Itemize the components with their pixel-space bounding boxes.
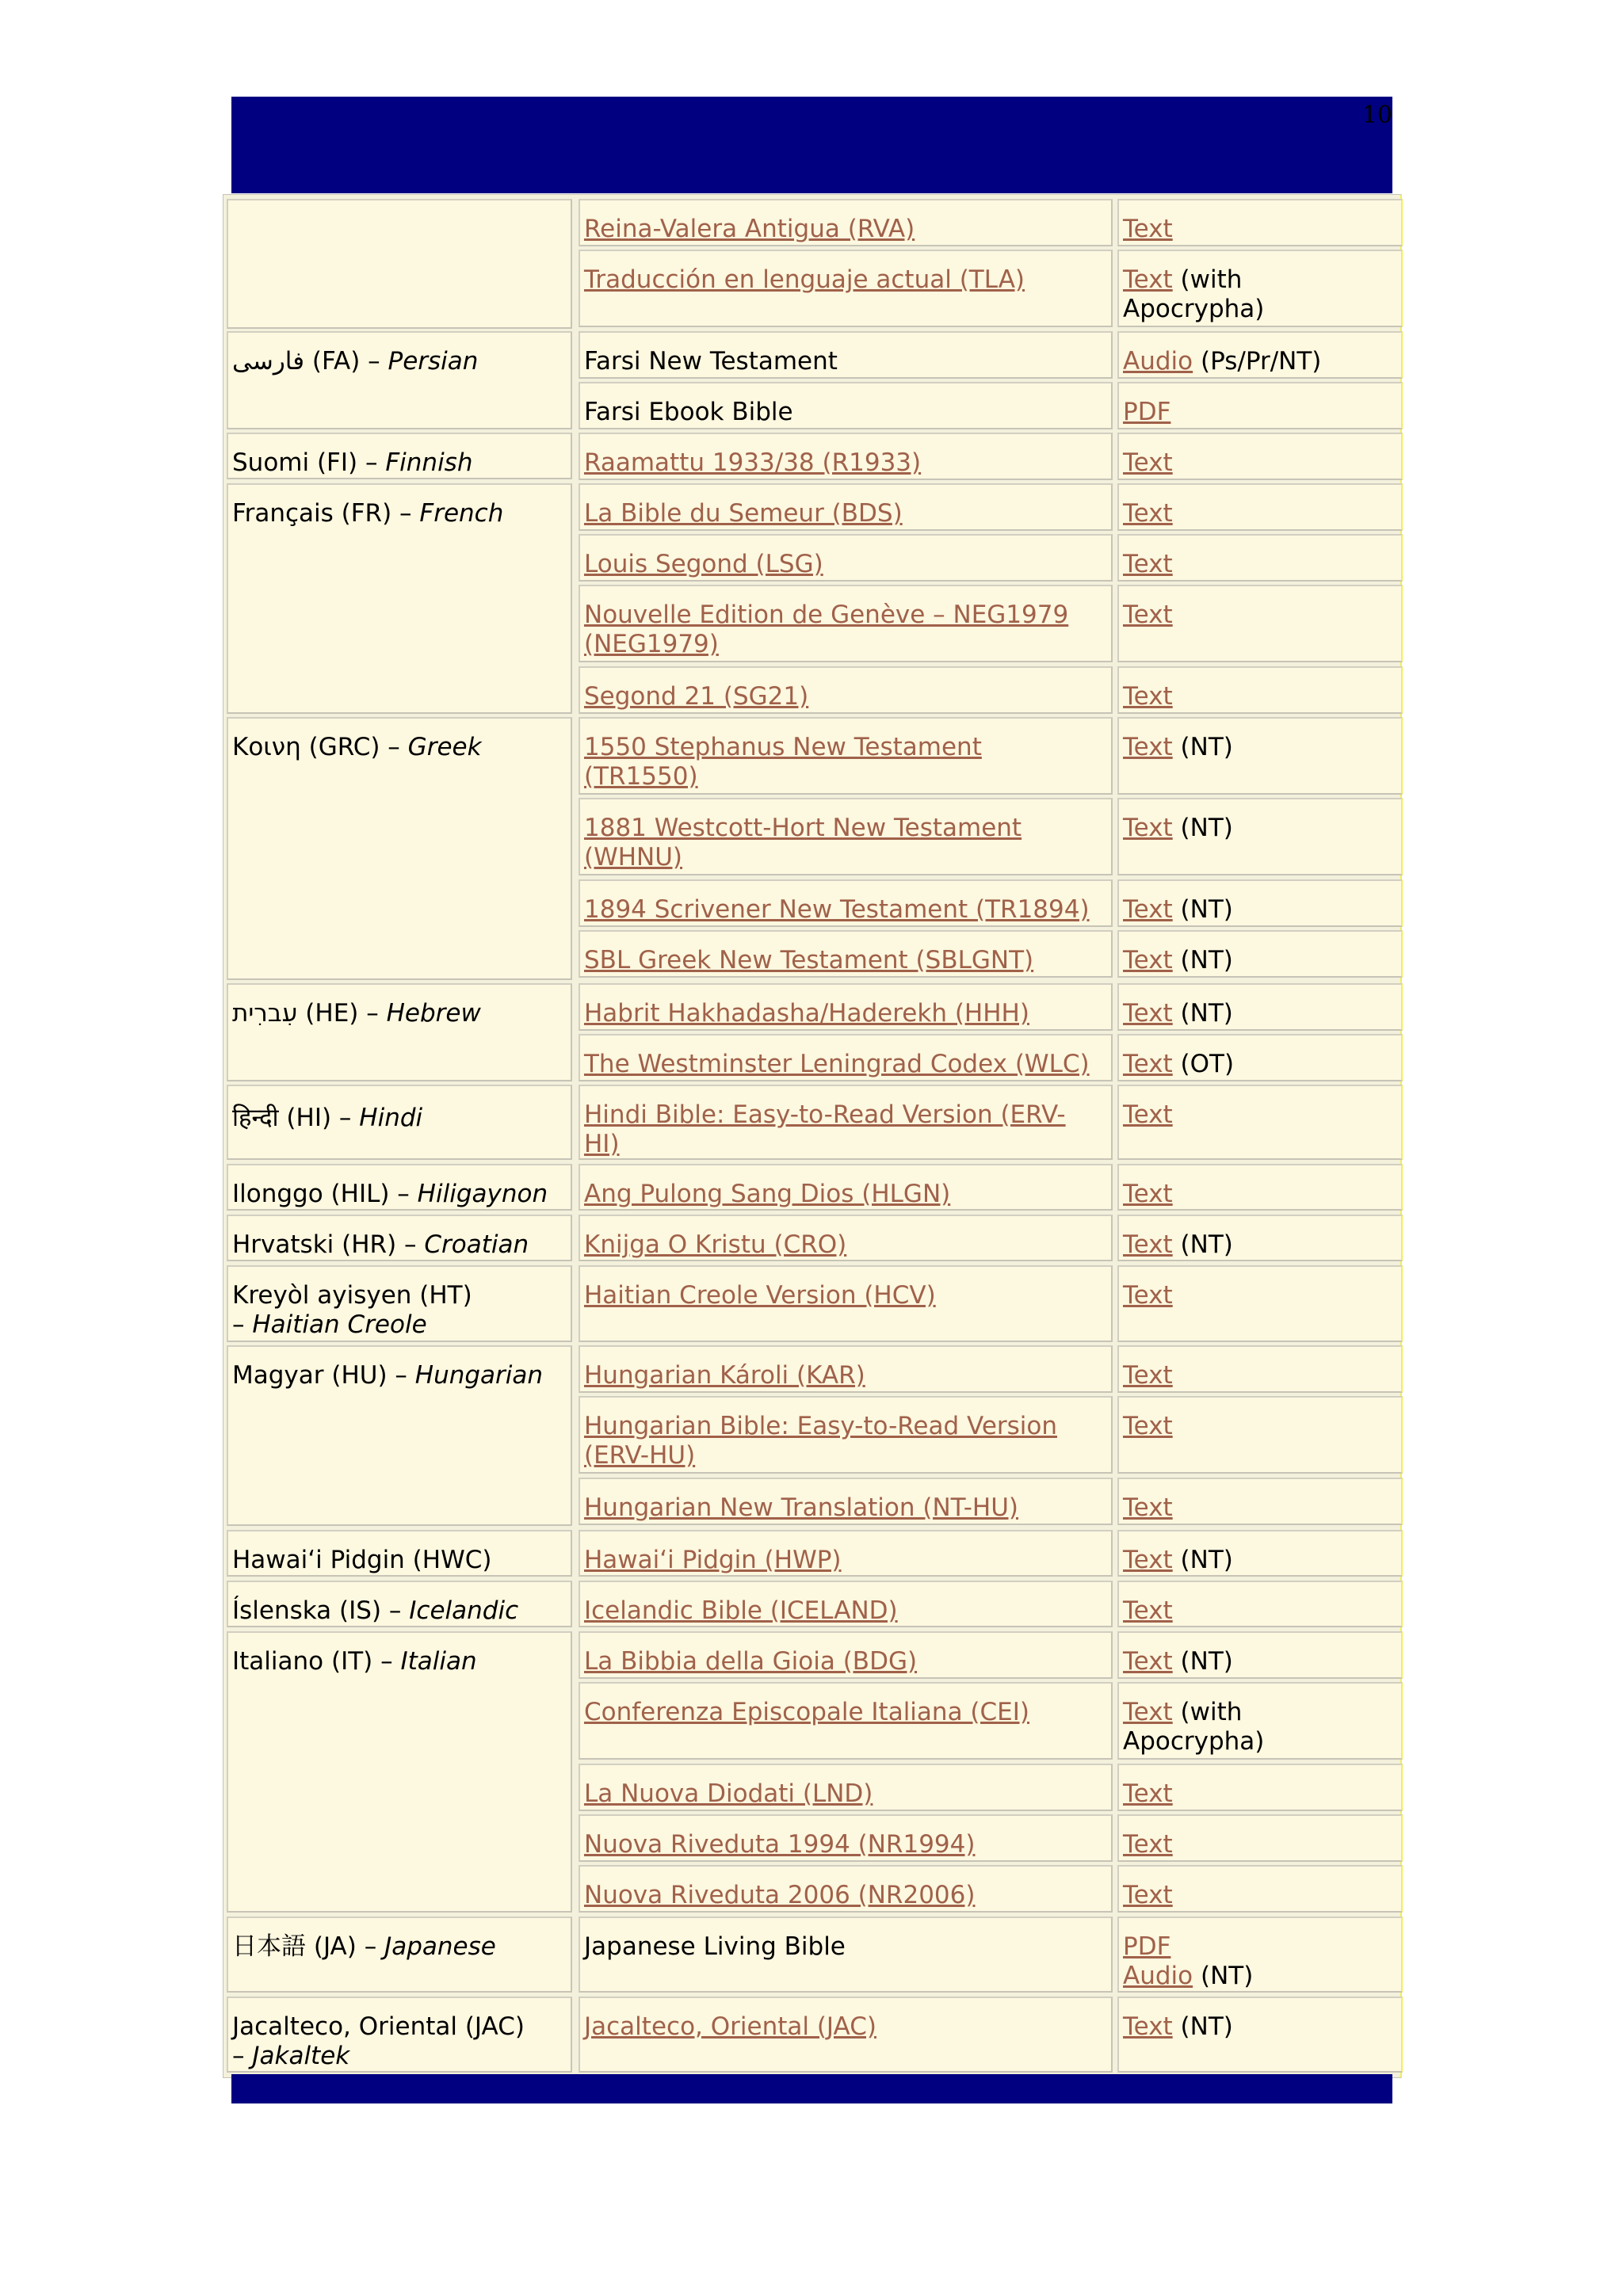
text-link[interactable]: Text bbox=[1123, 550, 1173, 578]
text-link[interactable]: Text bbox=[1123, 814, 1173, 842]
page-number: 10 bbox=[1361, 101, 1392, 129]
version-cell bbox=[579, 331, 1113, 379]
version-name: Japanese Living Bible bbox=[584, 1932, 846, 1961]
format-cell bbox=[1117, 1034, 1403, 1081]
language-cell bbox=[227, 1215, 572, 1261]
language-cell bbox=[227, 433, 572, 479]
language-native: Magyar (HU) – bbox=[232, 1361, 415, 1390]
version-link[interactable]: La Bibbia della Gioia (BDG) bbox=[584, 1647, 918, 1676]
format-cell bbox=[1117, 1764, 1403, 1811]
language-english: French bbox=[419, 499, 504, 528]
format-note: (NT) bbox=[1172, 999, 1233, 1028]
format-note: (NT) bbox=[1172, 814, 1233, 842]
text-link[interactable]: Text bbox=[1123, 1546, 1173, 1574]
version-link[interactable]: Icelandic Bible (ICELAND) bbox=[584, 1596, 898, 1625]
language-separator: – bbox=[232, 2042, 253, 2070]
version-link-line-2[interactable]: (WHNU) bbox=[584, 843, 683, 871]
text-link[interactable]: Text bbox=[1123, 1230, 1173, 1259]
format-cell bbox=[1117, 382, 1403, 429]
version-cell bbox=[579, 250, 1113, 327]
language-cell bbox=[227, 1997, 572, 2073]
version-cell bbox=[579, 1865, 1113, 1913]
version-cell bbox=[579, 199, 1113, 246]
version-cell bbox=[579, 534, 1113, 582]
version-link[interactable]: SBL Greek New Testament (SBLGNT) bbox=[584, 946, 1034, 974]
version-link[interactable]: Nuova Riveduta 1994 (NR1994) bbox=[584, 1830, 976, 1859]
version-link[interactable]: Hungarian Bible: Easy-to-Read Version bbox=[584, 1412, 1058, 1440]
version-link[interactable]: Hindi Bible: Easy-to-Read Version (ERV- bbox=[584, 1100, 1066, 1129]
format-cell bbox=[1117, 250, 1403, 327]
text-link[interactable]: Text bbox=[1123, 1698, 1173, 1726]
language-cell bbox=[227, 717, 572, 980]
format-cell bbox=[1117, 1085, 1403, 1160]
version-cell bbox=[579, 1764, 1113, 1811]
version-link[interactable]: Ang Pulong Sang Dios (HLGN) bbox=[584, 1180, 951, 1208]
language-native: עִברִית (HE) – bbox=[232, 999, 387, 1028]
text-link[interactable]: Text bbox=[1123, 265, 1173, 294]
version-cell bbox=[579, 1085, 1113, 1160]
version-cell bbox=[579, 1215, 1113, 1261]
language-cell bbox=[227, 1164, 572, 1211]
text-link[interactable]: Text bbox=[1123, 682, 1173, 711]
format-cell bbox=[1117, 1265, 1403, 1342]
version-cell bbox=[579, 666, 1113, 714]
version-link[interactable]: 1894 Scrivener New Testament (TR1894) bbox=[584, 895, 1090, 924]
format-cell bbox=[1117, 1215, 1403, 1261]
text-link[interactable]: Text bbox=[1123, 448, 1173, 477]
language-cell bbox=[227, 1265, 572, 1342]
language-cell bbox=[227, 1581, 572, 1627]
text-link[interactable]: Text bbox=[1123, 1779, 1173, 1808]
version-link[interactable]: Hungarian New Translation (NT-HU) bbox=[584, 1493, 1019, 1522]
format-note: (NT) bbox=[1172, 895, 1233, 924]
version-link[interactable]: Haitian Creole Version (HCV) bbox=[584, 1281, 936, 1310]
language-cell bbox=[227, 483, 572, 714]
version-cell bbox=[579, 1997, 1113, 2073]
version-link[interactable]: Nouvelle Edition de Genève – NEG1979 bbox=[584, 601, 1069, 629]
language-english: Greek bbox=[407, 733, 482, 761]
text-link[interactable]: Text bbox=[1123, 1050, 1173, 1078]
language-native: Français (FR) – bbox=[232, 499, 420, 528]
text-link[interactable]: Text bbox=[1123, 2012, 1173, 2041]
language-english: Finnish bbox=[385, 448, 473, 477]
format-note: (NT) bbox=[1172, 946, 1233, 974]
format-cell bbox=[1117, 1396, 1403, 1474]
format-cell bbox=[1117, 1917, 1403, 1993]
pdf-link[interactable]: PDF bbox=[1123, 1932, 1171, 1961]
version-cell bbox=[579, 1530, 1113, 1577]
format-cell bbox=[1117, 1997, 1403, 2073]
language-native: हिन्दी (HI) – bbox=[232, 1104, 360, 1132]
format-note-2: Apocrypha) bbox=[1123, 295, 1265, 323]
audio-link[interactable]: Audio bbox=[1123, 1962, 1193, 1990]
header-band bbox=[231, 97, 1392, 193]
language-cell bbox=[227, 331, 572, 429]
language-native: 日本語 (JA) – bbox=[232, 1932, 385, 1961]
text-link[interactable]: Text bbox=[1123, 1881, 1173, 1909]
format-note: (with bbox=[1172, 265, 1243, 294]
language-cell bbox=[227, 1085, 572, 1160]
language-separator: – bbox=[232, 1310, 253, 1339]
format-cell bbox=[1117, 1345, 1403, 1393]
version-cell bbox=[579, 1345, 1113, 1393]
version-link-line-2[interactable]: HI) bbox=[584, 1130, 620, 1158]
language-english: Italian bbox=[400, 1647, 477, 1676]
audio-link[interactable]: Audio bbox=[1123, 347, 1193, 376]
text-link[interactable]: Text bbox=[1123, 1596, 1173, 1625]
text-link[interactable]: Text bbox=[1123, 946, 1173, 974]
format-cell bbox=[1117, 983, 1403, 1031]
language-cell bbox=[227, 983, 572, 1081]
version-cell bbox=[579, 717, 1113, 795]
version-cell bbox=[579, 1682, 1113, 1760]
pdf-link[interactable]: PDF bbox=[1123, 398, 1171, 426]
language-native: فارسی (FA) – bbox=[232, 347, 388, 376]
version-link[interactable]: La Bible du Semeur (BDS) bbox=[584, 499, 903, 528]
format-cell bbox=[1117, 717, 1403, 795]
footer-band bbox=[231, 2074, 1392, 2103]
format-cell bbox=[1117, 1478, 1403, 1525]
version-link[interactable]: Nuova Riveduta 2006 (NR2006) bbox=[584, 1881, 976, 1909]
format-cell bbox=[1117, 199, 1403, 246]
version-link-line-2[interactable]: (NEG1979) bbox=[584, 630, 719, 658]
version-link[interactable]: Raamattu 1933/38 (R1933) bbox=[584, 448, 922, 477]
language-native: Kreyòl ayisyen (HT) bbox=[232, 1281, 472, 1310]
version-cell bbox=[579, 1396, 1113, 1474]
format-cell bbox=[1117, 1631, 1403, 1679]
text-link[interactable]: Text bbox=[1123, 1281, 1173, 1310]
language-native: Κοινη (GRC) – bbox=[232, 733, 408, 761]
version-cell bbox=[579, 483, 1113, 531]
text-link[interactable]: Text bbox=[1123, 215, 1173, 243]
version-link[interactable]: Reina-Valera Antigua (RVA) bbox=[584, 215, 915, 243]
language-english: Icelandic bbox=[409, 1596, 519, 1625]
language-english: Hiligaynon bbox=[417, 1180, 548, 1208]
version-link[interactable]: Hungarian Károli (KAR) bbox=[584, 1361, 865, 1390]
language-cell bbox=[227, 1530, 572, 1577]
version-link[interactable]: Traducción en lenguaje actual (TLA) bbox=[584, 265, 1025, 294]
format-cell bbox=[1117, 798, 1403, 875]
language-cell bbox=[227, 199, 572, 329]
version-cell bbox=[579, 798, 1113, 875]
language-english: Hindi bbox=[359, 1104, 423, 1132]
language-english: Japanese bbox=[384, 1932, 496, 1961]
text-link[interactable]: Text bbox=[1123, 1180, 1173, 1208]
format-note: (with bbox=[1172, 1698, 1243, 1726]
version-cell bbox=[579, 1478, 1113, 1525]
language-native: Hrvatski (HR) – bbox=[232, 1230, 425, 1259]
version-link[interactable]: The Westminster Leningrad Codex (WLC) bbox=[584, 1050, 1090, 1078]
format-note: (OT) bbox=[1172, 1050, 1235, 1078]
language-cell bbox=[227, 1631, 572, 1913]
format-cell bbox=[1117, 879, 1403, 927]
version-name: Farsi New Testament bbox=[584, 347, 838, 376]
format-note: (NT) bbox=[1172, 1647, 1233, 1676]
version-link[interactable]: Hawai‘i Pidgin (HWP) bbox=[584, 1546, 842, 1574]
format-cell bbox=[1117, 1682, 1403, 1760]
language-cell bbox=[227, 1345, 572, 1526]
text-link[interactable]: Text bbox=[1123, 601, 1173, 629]
language-english: Hebrew bbox=[386, 999, 481, 1028]
format-cell bbox=[1117, 930, 1403, 978]
format-cell bbox=[1117, 1814, 1403, 1862]
version-cell bbox=[579, 983, 1113, 1031]
version-link[interactable]: La Nuova Diodati (LND) bbox=[584, 1779, 873, 1808]
version-link[interactable]: 1881 Westcott-Hort New Testament bbox=[584, 814, 1022, 842]
format-cell bbox=[1117, 1530, 1403, 1577]
version-cell bbox=[579, 1581, 1113, 1627]
version-cell bbox=[579, 1917, 1113, 1993]
language-native: Hawai‘i Pidgin (HWC) bbox=[232, 1546, 492, 1574]
text-link[interactable]: Text bbox=[1123, 1647, 1173, 1676]
format-cell bbox=[1117, 1581, 1403, 1627]
text-link[interactable]: Text bbox=[1123, 1412, 1173, 1440]
format-note: (NT) bbox=[1172, 1546, 1233, 1574]
version-link[interactable]: Conferenza Episcopale Italiana (CEI) bbox=[584, 1698, 1029, 1726]
format-note: (NT) bbox=[1172, 1230, 1233, 1259]
version-name: Farsi Ebook Bible bbox=[584, 398, 793, 426]
language-cell bbox=[227, 1917, 572, 1993]
text-link[interactable]: Text bbox=[1123, 1830, 1173, 1859]
version-link-line-2[interactable]: (TR1550) bbox=[584, 762, 698, 791]
version-link[interactable]: Knijga O Kristu (CRO) bbox=[584, 1230, 847, 1259]
version-cell bbox=[579, 1631, 1113, 1679]
version-link[interactable]: Segond 21 (SG21) bbox=[584, 682, 809, 711]
language-english: Croatian bbox=[424, 1230, 529, 1259]
version-cell bbox=[579, 1034, 1113, 1081]
version-link-line-2[interactable]: (ERV-HU) bbox=[584, 1441, 696, 1470]
text-link[interactable]: Text bbox=[1123, 1100, 1173, 1129]
language-native: Jacalteco, Oriental (JAC) bbox=[232, 2012, 525, 2041]
format-cell bbox=[1117, 483, 1403, 531]
version-cell bbox=[579, 930, 1113, 978]
language-native: Íslenska (IS) – bbox=[232, 1596, 410, 1625]
version-cell bbox=[579, 585, 1113, 662]
text-link[interactable]: Text bbox=[1123, 895, 1173, 924]
text-link[interactable]: Text bbox=[1123, 1361, 1173, 1390]
language-english: Persian bbox=[388, 347, 479, 376]
format-cell bbox=[1117, 585, 1403, 662]
language-english: Jakaltek bbox=[252, 2042, 350, 2070]
language-native: Italiano (IT) – bbox=[232, 1647, 401, 1676]
text-link[interactable]: Text bbox=[1123, 999, 1173, 1028]
version-cell bbox=[579, 433, 1113, 480]
text-link[interactable]: Text bbox=[1123, 499, 1173, 528]
language-native: Ilonggo (HIL) – bbox=[232, 1180, 418, 1208]
version-link[interactable]: Habrit Hakhadasha/Haderekh (HHH) bbox=[584, 999, 1029, 1028]
format-note: (Ps/Pr/NT) bbox=[1193, 347, 1322, 376]
format-cell bbox=[1117, 1865, 1403, 1913]
version-cell bbox=[579, 879, 1113, 927]
format-cell bbox=[1117, 331, 1403, 379]
version-cell bbox=[579, 382, 1113, 429]
text-link[interactable]: Text bbox=[1123, 1493, 1173, 1522]
format-cell bbox=[1117, 666, 1403, 714]
format-note-2: Apocrypha) bbox=[1123, 1727, 1265, 1756]
version-cell bbox=[579, 1164, 1113, 1211]
format-cell bbox=[1117, 534, 1403, 582]
language-english: Haitian Creole bbox=[252, 1310, 427, 1339]
language-native: Suomi (FI) – bbox=[232, 448, 386, 477]
format-note: (NT) bbox=[1172, 733, 1233, 761]
text-link[interactable]: Text bbox=[1123, 733, 1173, 761]
version-link[interactable]: Jacalteco, Oriental (JAC) bbox=[584, 2012, 876, 2041]
format-note: (NT) bbox=[1193, 1962, 1254, 1990]
version-link[interactable]: Louis Segond (LSG) bbox=[584, 550, 823, 578]
format-note: (NT) bbox=[1172, 2012, 1233, 2041]
version-link[interactable]: 1550 Stephanus New Testament bbox=[584, 733, 982, 761]
language-english: Hungarian bbox=[414, 1361, 544, 1390]
format-cell bbox=[1117, 1164, 1403, 1211]
format-cell bbox=[1117, 433, 1403, 480]
version-cell bbox=[579, 1814, 1113, 1862]
version-cell bbox=[579, 1265, 1113, 1342]
